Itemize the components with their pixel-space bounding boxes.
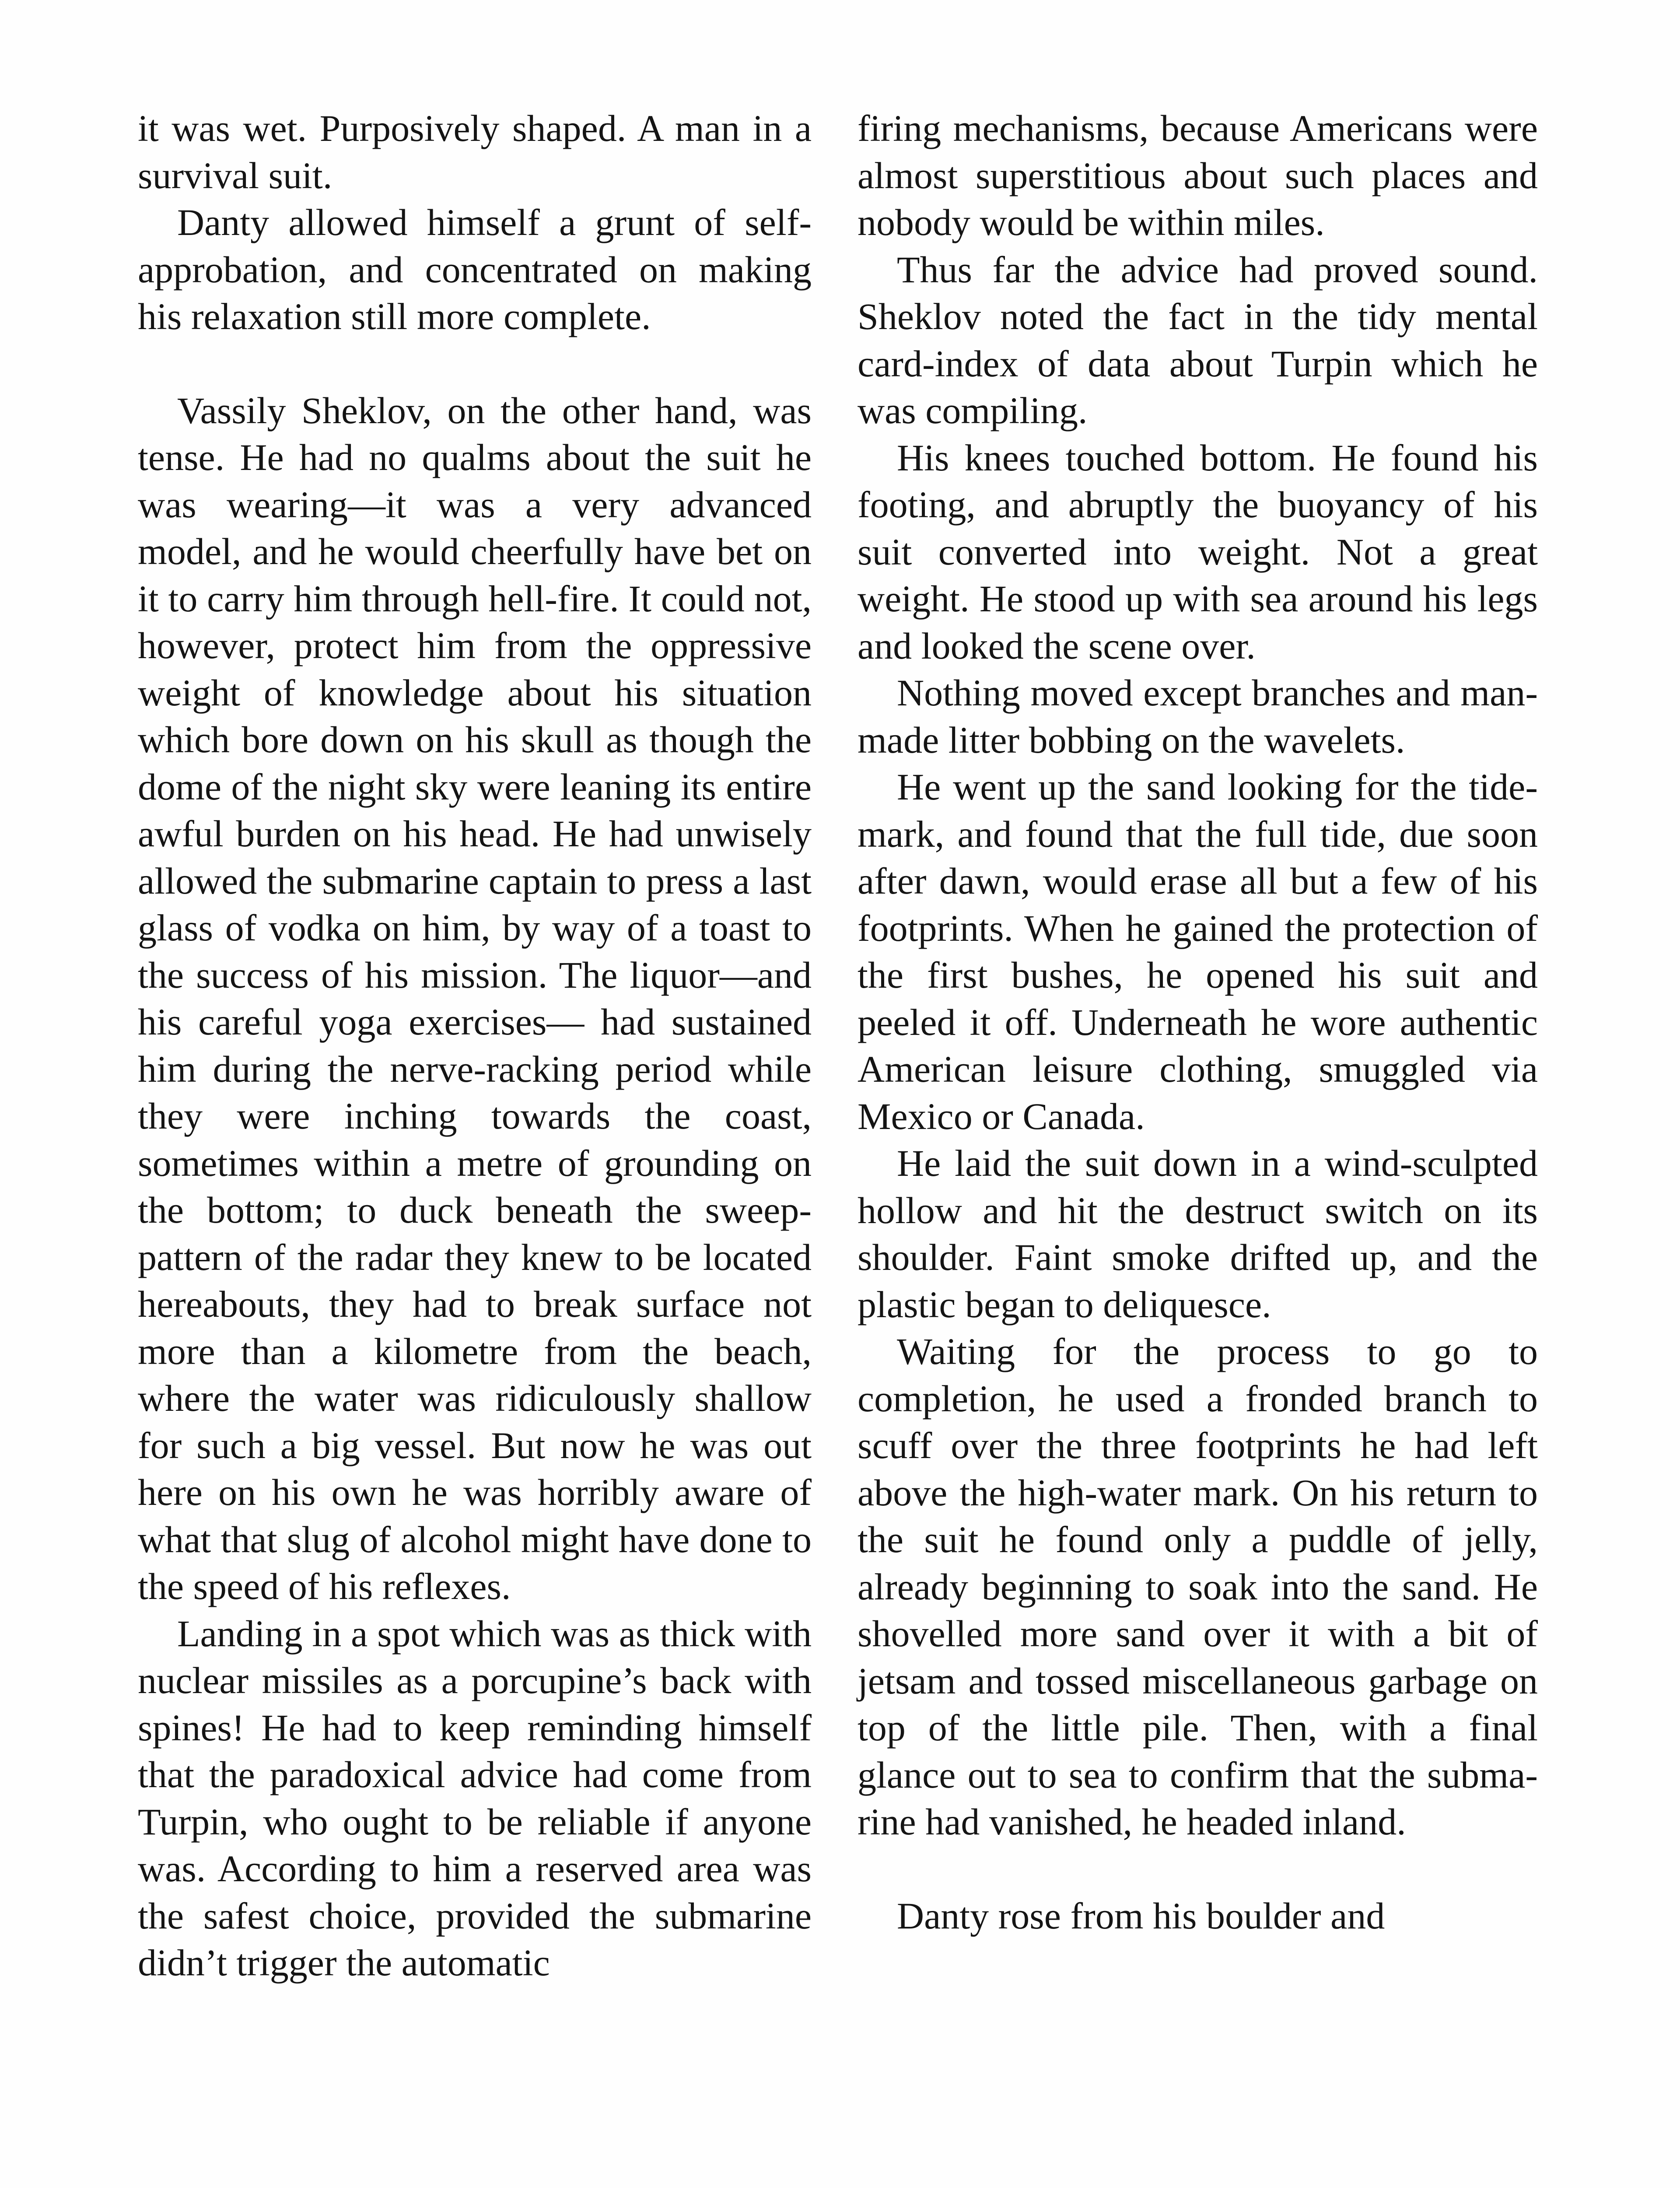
paragraph: Vassily Sheklov, on the other hand, was tense. He had no qualms about the suit he was wearing—it was a very advanced model, and he would cheerfully have bet on it to carry him through hell-fire. It could not, however, protect him from the oppressive weight of knowledge about his situation which bore down on his skull as though the dome of the night sky were leaning its entire awful burden on his head. He had unwisely allowed the submarine captain to press a last glass of vodka on him, by way of a toast to the success of his mission. The liquor—and his careful yoga exercises— had sustained him during the nerve-racking period while they were inching towards the coast, sometimes within a metre of grounding on the bottom; to duck beneath the sweep-pattern of the radar they knew to be located hereabouts, they had to break surface not more than a kilometre from the beach, where the water was ridiculously shallow for such a big vessel. But now he was out here on his own he was horribly aware of what that slug of alcohol might have done to the speed of his reflexes. [138, 389, 812, 1607]
paragraph: He went up the sand looking for the tide-mark, and found that the full tide, due soon after dawn, would erase all but a few of his footprints. When he gained the protection of the first bushes, he opened his suit and peeled it off. Underneath he wore authentic American leisure clothing, smuggled via Mexico or Canada. [858, 766, 1538, 1137]
text-column-right [858, 105, 1538, 1939]
paragraph: firing mechanisms, because Americans were almost superstitious about such places and nobody would be within miles. [858, 107, 1538, 243]
paragraph: it was wet. Purposively shaped. A man in a survival suit. [138, 107, 812, 196]
paragraph: He laid the suit down in a wind-sculpted hollow and hit the destruct switch on its shoulder. Faint smoke drifted up, and the plastic began to deliquesce. [858, 1142, 1538, 1325]
paragraph: Waiting for the process to go to completion, he used a fronded branch to scuff over the three footprints he had left above the high-water mark. On his return to the suit he found only a puddle of jelly, already beginning to soak into the sand. He shovelled more sand over it with a bit of jetsam and tossed miscellaneous garbage on top of the little pile. Then, with a final glance out to sea to confirm that the submarine had vanished, he headed inland. [858, 1330, 1538, 1843]
paragraph: His knees touched bottom. He found his footing, and abruptly the buoyancy of his suit converted into weight. Not a great weight. He stood up with sea around his legs and looked the scene over. [858, 436, 1538, 667]
paragraph: Danty allowed himself a grunt of self-approbation, and concentrated on making his relaxation still more complete. [138, 201, 812, 337]
text-column-left [138, 105, 812, 1987]
paragraph: Nothing moved except branches and man-made litter bobbing on the wavelets. [858, 672, 1538, 761]
paragraph: Thus far the advice had proved sound. Sheklov noted the fact in the tidy mental card-index of data about Turpin which he was compiling. [858, 248, 1538, 431]
paragraph: Landing in a spot which was as thick with nuclear missiles as a porcupine’s back with spines! He had to keep reminding himself that the paradoxical advice had come from Turpin, who ought to be reliable if anyone was. According to him a reserved area was the safest choice, provided the submarine didn’t trigger the automatic [138, 1612, 812, 1984]
paragraph: Danty rose from his boulder and [897, 1894, 1385, 1937]
